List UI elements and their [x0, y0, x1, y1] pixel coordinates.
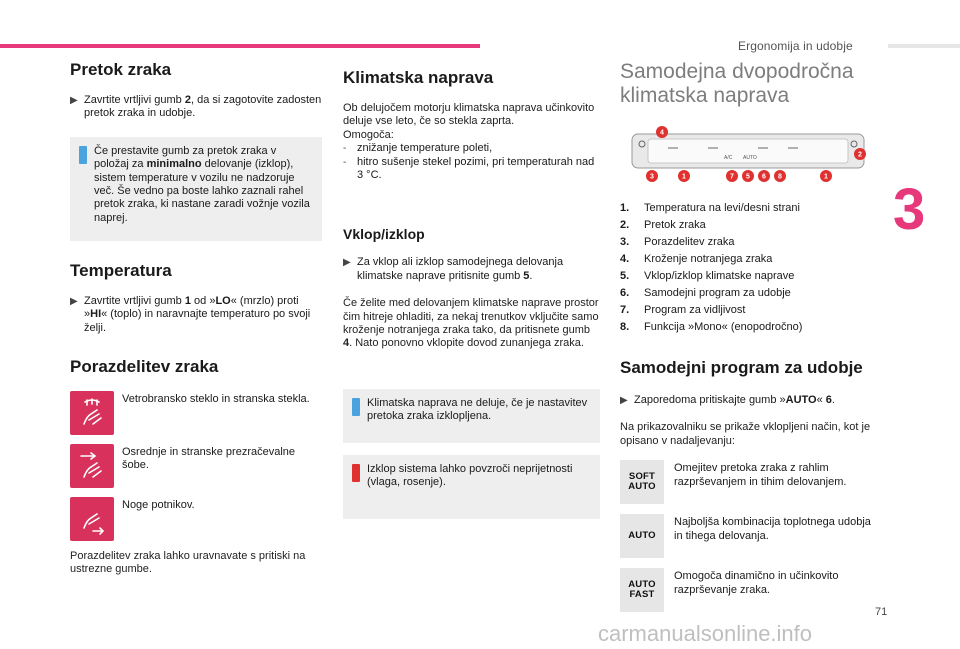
ac-info-box: Klimatska naprava ne deluje, če je nastavitev pretoka zraka izklopljena.	[343, 389, 600, 443]
distribution-vents	[70, 444, 322, 488]
distribution-vents-text: Osrednje in stranske prezračevalne šobe.	[122, 446, 296, 472]
column-right	[620, 60, 880, 622]
callout-6: 6	[762, 173, 766, 181]
arrow-bullet-icon: ▶	[343, 257, 351, 269]
callout-5: 5	[746, 173, 750, 181]
heading-flow: Pretok zraka	[70, 60, 172, 79]
ac-warning-box: Izklop sistema lahko povzroči neprijetnosti (vlaga, rosenje).	[343, 455, 600, 519]
arrow-bullet-icon: ▶	[70, 95, 78, 106]
legend-item: 1. Temperatura na levi/desni strani	[620, 202, 800, 214]
legend-item: 8. Funkcija »Mono« (enopodročno)	[620, 321, 803, 333]
chapter-bar	[888, 44, 960, 48]
watermark: carmanualsonline.info	[598, 621, 813, 646]
callout-1-right: 1	[824, 173, 828, 181]
panel-auto-label: AUTO	[743, 155, 757, 161]
mode-auto-fast	[620, 568, 880, 612]
callout-2: 2	[858, 151, 862, 159]
page-number: 71	[875, 606, 888, 618]
callout-8: 8	[778, 173, 782, 181]
distribution-feet-text: Noge potnikov.	[122, 499, 195, 512]
legend-item: 3. Porazdelitev zraka	[620, 236, 735, 248]
ac-option-1: - znižanje temperature poleti,	[343, 142, 493, 155]
heading-distribution: Porazdelitev zraka	[70, 357, 219, 377]
onoff-paragraph: Če želite med delovanjem klimatske naprave prostor čim hitreje ohladiti, za nekaj trenutkov vključite samo kroženje notranjega zraka tako, da pritisnete gumb 4. Nato ponovno vklopite dovod zunanjega zraka.	[343, 297, 599, 350]
soft-auto-icon: SOFT AUTO	[620, 460, 664, 504]
climate-control-panel	[628, 126, 868, 182]
info-icon	[79, 146, 87, 164]
mode-auto	[620, 514, 880, 558]
ac-intro: Ob delujočem motorju klimatska naprava učinkovito deluje vse leto, če so stekla zaprta.	[343, 102, 595, 128]
heading-dual-zone: Samodejna dvopodročna klimatska naprava	[620, 60, 854, 107]
distribution-feet	[70, 497, 322, 541]
arrow-bullet-icon: ▶	[70, 295, 78, 307]
heading-auto-program: Samodejni program za udobje	[620, 358, 863, 377]
column-middle	[343, 60, 600, 519]
footwell-airflow-icon	[70, 497, 114, 541]
flow-info-box: Če prestavite gumb za pretok zraka v položaj za minimalno delovanje (izklop), sistem temperature v vozilu ne nadzoruje več. Še vedno pa boste lahko zaznali rahel pretok zraka, ki nastane zaradi vožnje vozila naprej.	[70, 137, 322, 241]
arrow-bullet-icon: ▶	[620, 395, 628, 406]
legend-item: 5. Vklop/izklop klimatske naprave	[620, 270, 795, 282]
callout-7: 7	[730, 173, 734, 181]
callout-1-left: 1	[682, 173, 686, 181]
distribution-windscreen-text: Vetrobransko steklo in stranska stekla.	[122, 393, 310, 406]
distribution-footer: Porazdelitev zraka lahko uravnavate s pritiski na ustrezne gumbe.	[70, 550, 306, 576]
callout-3: 3	[650, 173, 654, 181]
auto-paragraph: Na prikazovalniku se prikaže vklopljeni način, kot je opisano v nadaljevanju:	[620, 421, 871, 447]
callout-4: 4	[660, 129, 664, 137]
heading-temperature: Temperatura	[70, 260, 172, 280]
flow-bullet: ▶ Zavrtite vrtljivi gumb 2, da si zagotovite zadosten pretok zraka in udobje.	[70, 94, 322, 120]
mode-soft-auto-text: Omejitev pretoka zraka z rahlim razprševanjem in tihim delovanjem.	[674, 462, 847, 488]
panel-legend	[620, 200, 880, 336]
info-icon	[352, 398, 360, 416]
column-left	[70, 60, 322, 577]
auto-icon: AUTO	[620, 514, 664, 558]
legend-item: 7. Program za vidljivost	[620, 304, 746, 316]
heading-ac: Klimatska naprava	[343, 68, 494, 87]
legend-item: 6. Samodejni program za udobje	[620, 287, 791, 299]
top-accent-bar	[0, 44, 480, 48]
heading-onoff: Vklop/izklop	[343, 226, 425, 243]
warning-icon	[352, 464, 360, 482]
temperature-bullet: ▶ Zavrtite vrtljivi gumb 1 od »LO« (mrzlo) proti »HI« (toplo) in naravnajte temperaturo po svoji želji.	[70, 294, 311, 334]
auto-bullet: ▶ Zaporedoma pritiskajte gumb »AUTO« 6.	[620, 394, 835, 406]
ac-option-2: - hitro sušenje stekel pozimi, pri temperaturah nad 3 °C.	[343, 155, 595, 182]
mode-auto-fast-text: Omogoča dinamično in učinkovito razprševanje zraka.	[674, 570, 839, 596]
ac-options-label: Omogoča:	[343, 128, 394, 141]
legend-item: 4. Kroženje notranjega zraka	[620, 253, 773, 265]
distribution-windscreen	[70, 391, 322, 435]
mode-auto-text: Najboljša kombinacija toplotnega udobja in tihega delovanja.	[674, 516, 871, 542]
onoff-bullet: ▶ Za vklop ali izklop samodejnega delovanja klimatske naprave pritisnite gumb 5.	[343, 256, 564, 282]
legend-item: 2. Pretok zraka	[620, 219, 706, 231]
section-header: Ergonomija in udobje	[738, 39, 853, 53]
windscreen-airflow-icon	[70, 391, 114, 435]
panel-ac-label: A/C	[724, 155, 733, 161]
auto-fast-icon: AUTO FAST	[620, 568, 664, 612]
face-vent-airflow-icon	[70, 444, 114, 488]
mode-soft-auto	[620, 460, 880, 504]
chapter-number: 3	[893, 177, 926, 242]
